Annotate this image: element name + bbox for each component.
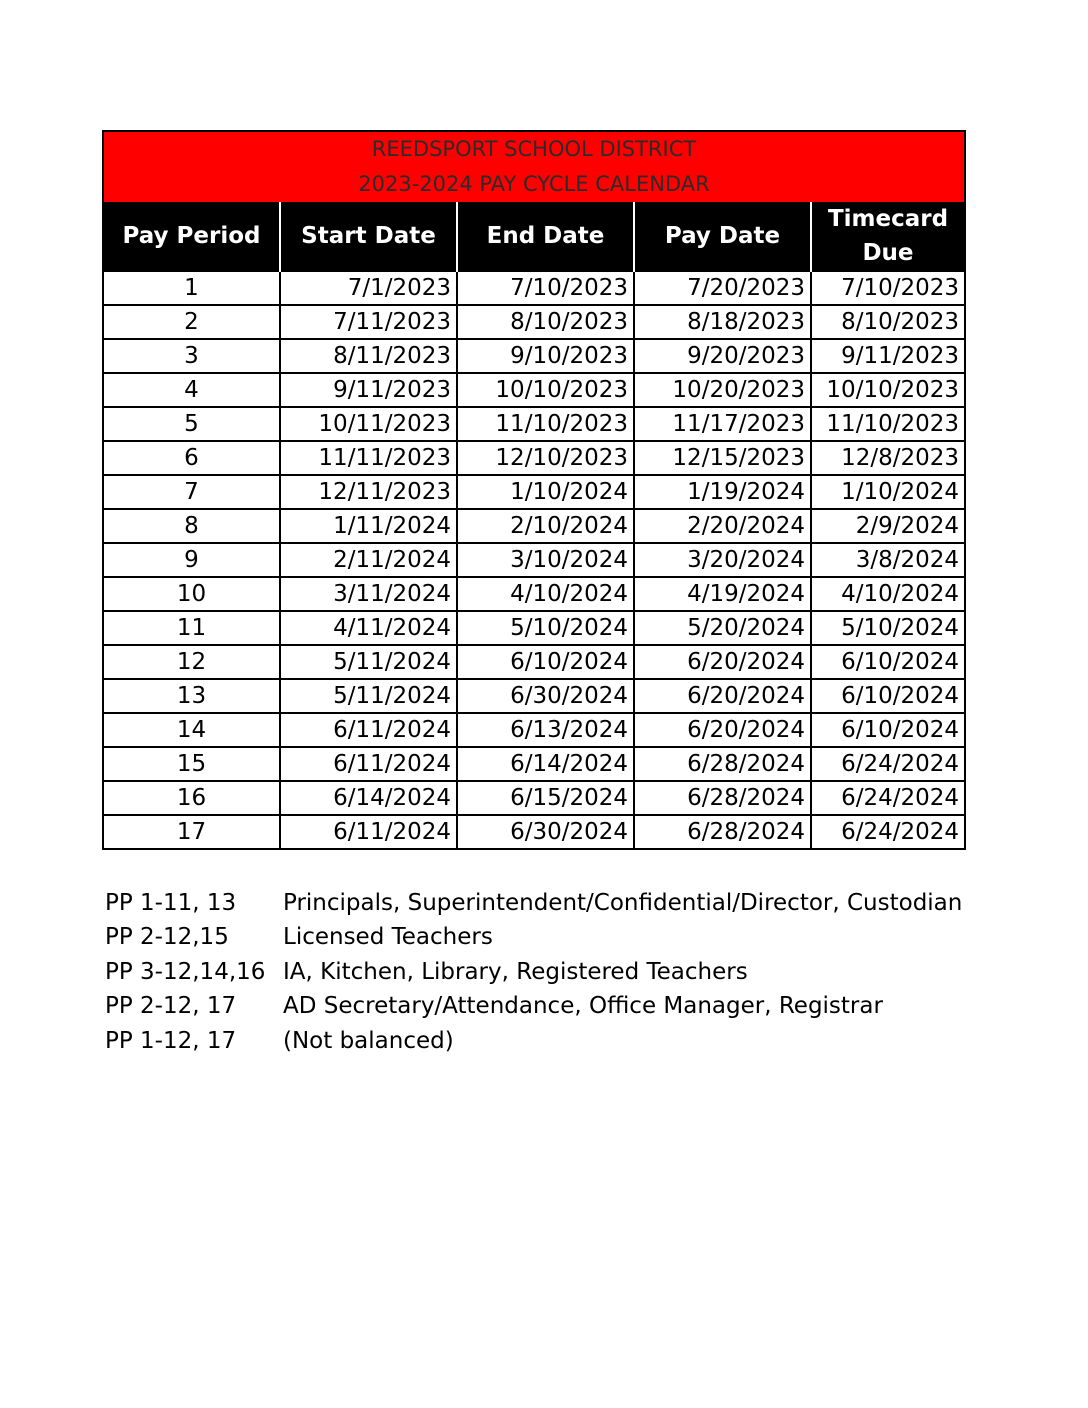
cell-pay-date: 7/20/2023 <box>634 271 811 305</box>
cell-pay-date: 11/17/2023 <box>634 407 811 441</box>
cell-pay-date: 3/20/2024 <box>634 543 811 577</box>
cell-end-date: 7/10/2023 <box>457 271 634 305</box>
cell-pay-period: 17 <box>104 815 280 848</box>
cell-timecard-due: 10/10/2023 <box>811 373 964 407</box>
cell-start-date: 6/11/2024 <box>280 713 457 747</box>
legend-code: PP 1-11, 13 <box>105 890 237 916</box>
cell-pay-period: 4 <box>104 373 280 407</box>
schedule-table <box>104 202 964 848</box>
cell-pay-period: 8 <box>104 509 280 543</box>
column-header-timecard-due: Timecard Due <box>811 202 964 271</box>
district-name: REEDSPORT SCHOOL DISTRICT <box>371 137 697 161</box>
cell-pay-period: 10 <box>104 577 280 611</box>
cell-start-date: 6/11/2024 <box>280 815 457 848</box>
cell-start-date: 10/11/2023 <box>280 407 457 441</box>
cell-pay-date: 10/20/2023 <box>634 373 811 407</box>
cell-end-date: 8/10/2023 <box>457 305 634 339</box>
cell-end-date: 3/10/2024 <box>457 543 634 577</box>
pay-cycle-table <box>102 130 966 850</box>
cell-start-date: 12/11/2023 <box>280 475 457 509</box>
table-row <box>104 373 964 407</box>
cell-timecard-due: 6/10/2024 <box>811 713 964 747</box>
cell-end-date: 5/10/2024 <box>457 611 634 645</box>
cell-end-date: 4/10/2024 <box>457 577 634 611</box>
legend-item <box>105 920 962 954</box>
legend-code: PP 2-12,15 <box>105 924 229 951</box>
table-row <box>104 305 964 339</box>
cell-timecard-due: 6/24/2024 <box>811 815 964 848</box>
cell-pay-date: 6/28/2024 <box>634 815 811 848</box>
cell-pay-date: 6/20/2024 <box>634 713 811 747</box>
cell-start-date: 3/11/2024 <box>280 577 457 611</box>
cell-pay-date: 5/20/2024 <box>634 611 811 645</box>
table-row <box>104 441 964 475</box>
cell-start-date: 4/11/2024 <box>280 611 457 645</box>
cell-timecard-due: 5/10/2024 <box>811 611 964 645</box>
cell-pay-period: 6 <box>104 441 280 475</box>
table-row <box>104 407 964 441</box>
cell-pay-date: 9/20/2023 <box>634 339 811 373</box>
cell-timecard-due: 6/10/2024 <box>811 679 964 713</box>
cell-pay-date: 4/19/2024 <box>634 577 811 611</box>
cell-start-date: 1/11/2024 <box>280 509 457 543</box>
legend-item <box>105 955 962 989</box>
column-header-row <box>104 202 964 271</box>
cell-start-date: 6/11/2024 <box>280 747 457 781</box>
cell-pay-period: 15 <box>104 747 280 781</box>
legend-code: PP 2-12, 17 <box>105 993 237 1020</box>
table-row <box>104 577 964 611</box>
cell-pay-period: 1 <box>104 271 280 305</box>
cell-timecard-due: 6/24/2024 <box>811 781 964 815</box>
cell-start-date: 9/11/2023 <box>280 373 457 407</box>
cell-timecard-due: 3/8/2024 <box>811 543 964 577</box>
legend-description: AD Secretary/Attendance, Office Manager, Registrar <box>283 993 883 1020</box>
cell-end-date: 6/30/2024 <box>457 679 634 713</box>
cell-pay-period: 2 <box>104 305 280 339</box>
table-row <box>104 509 964 543</box>
table-row <box>104 339 964 373</box>
legend-item <box>105 989 962 1023</box>
cell-pay-date: 6/28/2024 <box>634 781 811 815</box>
cell-pay-period: 13 <box>104 679 280 713</box>
legend-description: (Not balanced) <box>283 1027 454 1054</box>
column-header-pay-date: Pay Date <box>634 202 811 271</box>
legend-item <box>105 886 962 920</box>
cell-end-date: 12/10/2023 <box>457 441 634 475</box>
cell-start-date: 11/11/2023 <box>280 441 457 475</box>
legend-code: PP 3-12,14,16 <box>105 958 266 985</box>
cell-start-date: 7/11/2023 <box>280 305 457 339</box>
table-row <box>104 815 964 848</box>
cell-timecard-due: 8/10/2023 <box>811 305 964 339</box>
table-row <box>104 543 964 577</box>
legend-description: IA, Kitchen, Library, Registered Teachers <box>283 958 748 985</box>
cell-pay-date: 2/20/2024 <box>634 509 811 543</box>
cell-end-date: 10/10/2023 <box>457 373 634 407</box>
table-row <box>104 747 964 781</box>
cell-pay-date: 6/20/2024 <box>634 645 811 679</box>
legend-description: Principals, Superintendent/Confidential/Director, Custodian <box>283 890 963 916</box>
cell-end-date: 9/10/2023 <box>457 339 634 373</box>
table-row <box>104 781 964 815</box>
cell-pay-period: 7 <box>104 475 280 509</box>
cell-timecard-due: 11/10/2023 <box>811 407 964 441</box>
cell-start-date: 5/11/2024 <box>280 645 457 679</box>
cell-pay-period: 3 <box>104 339 280 373</box>
column-header-pay-period: Pay Period <box>104 202 280 271</box>
table-row <box>104 271 964 305</box>
legend-code: PP 1-12, 17 <box>105 1027 237 1054</box>
cell-pay-period: 9 <box>104 543 280 577</box>
cell-end-date: 6/30/2024 <box>457 815 634 848</box>
legend-description: Licensed Teachers <box>283 924 493 951</box>
cell-pay-date: 1/19/2024 <box>634 475 811 509</box>
title-banner <box>104 132 964 202</box>
cell-pay-period: 5 <box>104 407 280 441</box>
cell-timecard-due: 1/10/2024 <box>811 475 964 509</box>
cell-pay-date: 6/20/2024 <box>634 679 811 713</box>
cell-timecard-due: 9/11/2023 <box>811 339 964 373</box>
cell-pay-date: 8/18/2023 <box>634 305 811 339</box>
cell-start-date: 5/11/2024 <box>280 679 457 713</box>
cell-start-date: 8/11/2023 <box>280 339 457 373</box>
cell-timecard-due: 4/10/2024 <box>811 577 964 611</box>
table-body <box>104 271 964 848</box>
cell-pay-period: 16 <box>104 781 280 815</box>
cell-end-date: 1/10/2024 <box>457 475 634 509</box>
cell-timecard-due: 7/10/2023 <box>811 271 964 305</box>
column-header-end-date: End Date <box>457 202 634 271</box>
calendar-title: 2023-2024 PAY CYCLE CALENDAR <box>358 172 710 196</box>
table-row <box>104 611 964 645</box>
cell-end-date: 6/14/2024 <box>457 747 634 781</box>
cell-pay-date: 6/28/2024 <box>634 747 811 781</box>
cell-timecard-due: 6/24/2024 <box>811 747 964 781</box>
table-row <box>104 713 964 747</box>
cell-pay-period: 12 <box>104 645 280 679</box>
cell-start-date: 2/11/2024 <box>280 543 457 577</box>
cell-end-date: 6/15/2024 <box>457 781 634 815</box>
cell-start-date: 7/1/2023 <box>280 271 457 305</box>
cell-pay-period: 14 <box>104 713 280 747</box>
legend-item <box>105 1024 962 1058</box>
cell-pay-period: 11 <box>104 611 280 645</box>
cell-end-date: 6/10/2024 <box>457 645 634 679</box>
table-row <box>104 679 964 713</box>
cell-start-date: 6/14/2024 <box>280 781 457 815</box>
table-row <box>104 645 964 679</box>
cell-timecard-due: 6/10/2024 <box>811 645 964 679</box>
column-header-start-date: Start Date <box>280 202 457 271</box>
cell-end-date: 11/10/2023 <box>457 407 634 441</box>
cell-timecard-due: 12/8/2023 <box>811 441 964 475</box>
cell-end-date: 2/10/2024 <box>457 509 634 543</box>
cell-pay-date: 12/15/2023 <box>634 441 811 475</box>
table-row <box>104 475 964 509</box>
pay-period-legend <box>105 886 962 1058</box>
cell-timecard-due: 2/9/2024 <box>811 509 964 543</box>
cell-end-date: 6/13/2024 <box>457 713 634 747</box>
